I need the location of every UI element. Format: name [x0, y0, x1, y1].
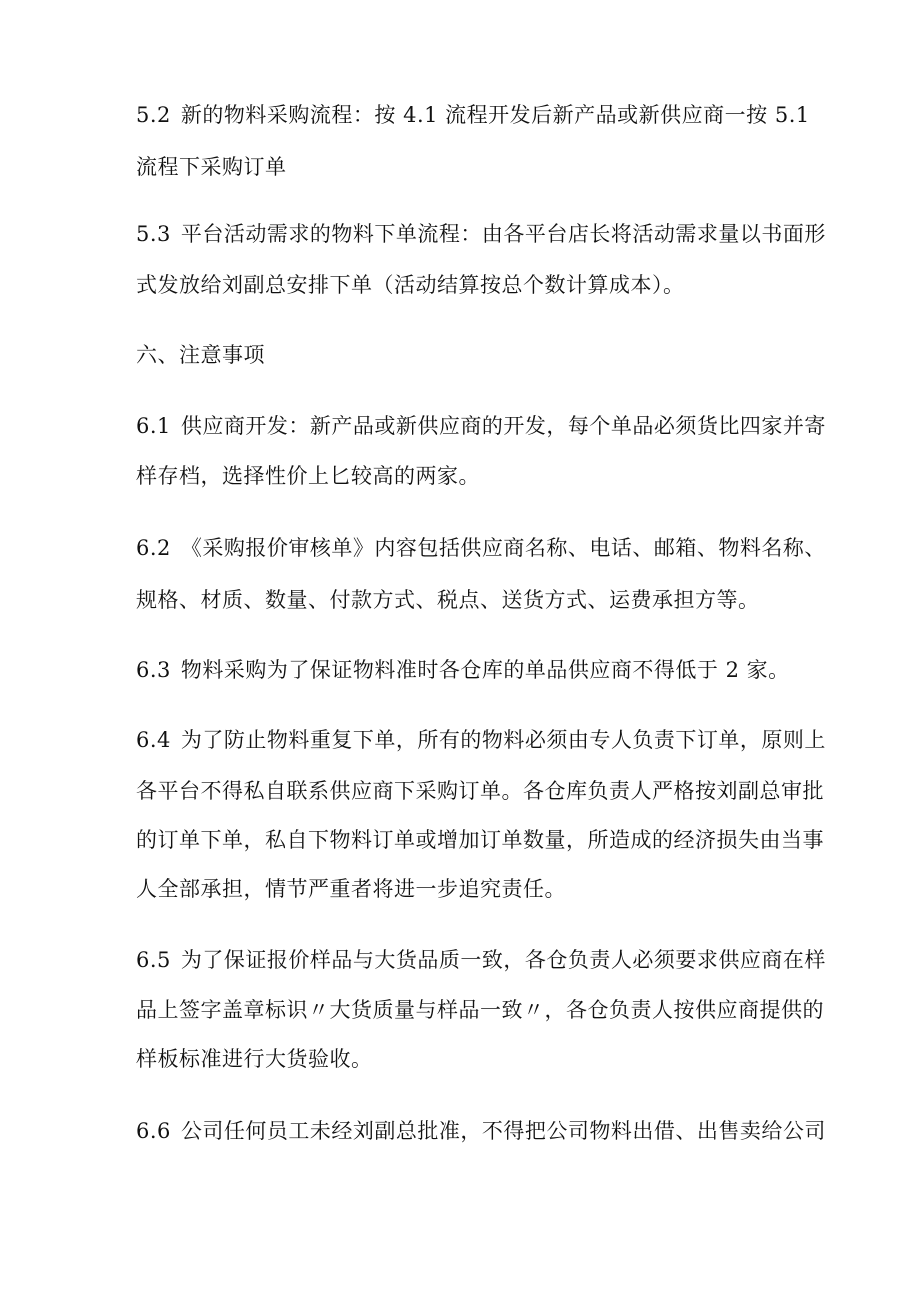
section-6-1-line-1	[136, 413, 826, 439]
section-text: 各平台不得私自联系供应商下采购订单。各仓库负责人严格按刘副总审批	[136, 779, 824, 803]
section-number: 6.6	[136, 1119, 171, 1143]
section-heading	[136, 342, 265, 368]
section-text: 流程下采购订单	[136, 155, 287, 179]
section-text: 样存档，选择性价上匕较高的两家。	[136, 464, 480, 488]
section-text: 公司任何员工未经刘副总批准，不得把公司物料出借、出售卖给公司	[180, 1119, 826, 1143]
section-5-3-line-1	[136, 221, 826, 247]
section-number: 5.3	[136, 222, 171, 246]
section-6-4-line-1	[136, 727, 826, 753]
section-text: 供应商开发：新产品或新供应商的开发，每个单品必须货比四家并寄	[180, 414, 826, 438]
section-number: 6.5	[136, 948, 171, 972]
section-5-2-line-1	[136, 102, 810, 128]
section-text: 式发放给刘副总安排下单（活动结算按总个数计算成本）。	[136, 273, 685, 297]
section-number: 6.1	[136, 414, 171, 438]
section-text: 物料采购为了保证物料准时各仓库的单品供应商不得低于 2 家。	[180, 658, 790, 682]
section-text: 品上签字盖章标识〃大货质量与样品一致〃，各仓负责人按供应商提供的	[136, 998, 824, 1022]
section-6-4-line-4	[136, 876, 566, 902]
section-text: 规格、材质、数量、付款方式、税点、送货方式、运费承担方等。	[136, 588, 760, 612]
section-number: 5.2	[136, 103, 171, 127]
section-text: 新的物料采购流程：按 4.1 流程开发后新产品或新供应商一按 5.1	[180, 103, 810, 127]
section-6-5-line-2	[136, 997, 824, 1023]
section-5-2-line-2	[136, 154, 287, 180]
section-number: 6.4	[136, 728, 171, 752]
section-6-2-line-2	[136, 587, 760, 613]
section-number: 6.3	[136, 658, 171, 682]
section-text: 的订单下单，私自下物料订单或增加订单数量，所造成的经济损失由当事	[136, 828, 824, 852]
section-6-2-line-1	[136, 535, 826, 561]
section-6-6-line-1	[136, 1118, 826, 1144]
section-text: 平台活动需求的物料下单流程：由各平台店长将活动需求量以书面形	[180, 222, 826, 246]
section-text: 为了防止物料重复下单，所有的物料必须由专人负责下订单，原则上	[180, 728, 826, 752]
section-6-1-line-2	[136, 463, 480, 489]
section-5-3-line-2	[136, 272, 685, 298]
section-number: 6.2	[136, 536, 171, 560]
section-text: 《采购报价审核单》内容包括供应商名称、电话、邮箱、物料名称、	[180, 536, 826, 560]
section-6-4-line-3	[136, 827, 824, 853]
section-6-4-line-2	[136, 778, 824, 804]
section-text: 样板标准进行大货验收。	[136, 1047, 373, 1071]
section-6-3-line-1	[136, 657, 790, 683]
section-text: 为了保证报价样品与大货品质一致，各仓负责人必须要求供应商在样	[180, 948, 826, 972]
section-6-5-line-1	[136, 947, 826, 973]
section-6-5-line-3	[136, 1046, 373, 1072]
heading-text: 六、注意事项	[136, 343, 265, 367]
section-text: 人全部承担，情节严重者将进一步追究责任。	[136, 877, 566, 901]
